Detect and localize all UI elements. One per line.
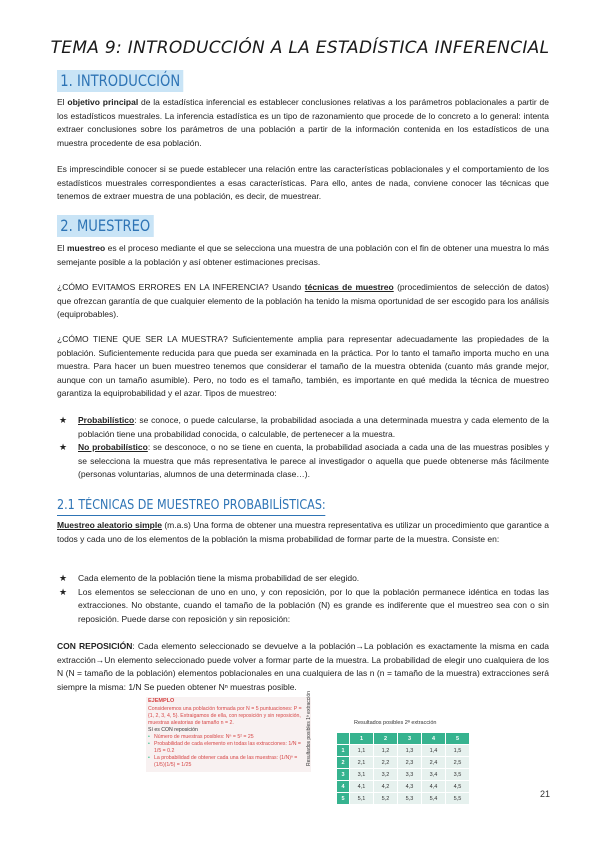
list-item bbox=[57, 572, 549, 586]
table-row bbox=[337, 745, 470, 757]
sampling-types-list bbox=[57, 414, 549, 482]
text-run: : Cada elemento seleccionado se devuelve a la población→La población es exactamente la misma en cada extracción→Un elemento seleccionado puede volver a formar parte de la muestra. La probabilidad de elegir uno cualquiera de los N (N = tamaño de la población) elementos poblacionales en una cualquiera de las n (n = tamaño de la muestra) extracciones será siempre la misma: 1/N Se pueden obtener Nⁿ muestras posible. bbox=[57, 641, 549, 692]
table-cell: 2,3 bbox=[398, 757, 422, 769]
text-run: (m.a.s) Una forma de obtener una muestra representativa es utilizar un procedimiento que garantice a todos y cada uno de los elementos de la población la misma probabilidad de formar parte de la muestra. Consiste en: bbox=[57, 520, 549, 544]
underlined-term: Muestreo aleatorio simple bbox=[57, 520, 162, 530]
table-cell: 2,1 bbox=[350, 757, 374, 769]
list-item bbox=[57, 414, 549, 441]
table-cell: 3,2 bbox=[374, 769, 398, 781]
table-cell: 3,5 bbox=[446, 769, 470, 781]
table-cell: 1,5 bbox=[446, 745, 470, 757]
table-col-header: 4 bbox=[422, 733, 446, 745]
text-run: (procedimientos de selección de datos) que ofrezcan garantía de que cualquier elemento de la población ha tenido la misma oportunidad de ser escogido para los análisis (equiprobables). bbox=[57, 282, 549, 320]
section-heading-introduccion: 1. INTRODUCCIÓN bbox=[57, 70, 183, 92]
table-cell: 1,2 bbox=[374, 745, 398, 757]
table-cell: 4,3 bbox=[398, 781, 422, 793]
intro-paragraph-2: Es imprescindible conocer si se puede establecer una relación entre las características poblacionales y el comportamiento de los estadísticos muestrales correspondientes a esas características. Para ello, antes de nada, conviene conocer las técnicas que tenemos de extraer muestra de una población, es decir, de muestrear. bbox=[57, 164, 549, 202]
table-cell: 1,3 bbox=[398, 745, 422, 757]
sample-pairs-table bbox=[336, 732, 470, 805]
table-corner bbox=[337, 733, 350, 745]
table-cell: 3,1 bbox=[350, 769, 374, 781]
table-cell: 4,4 bbox=[422, 781, 446, 793]
example-intro: Consideremos una población formada por N = 5 puntuaciones: P = {1, 2, 3, 4, 5}. Extraigamos de ella, con reposición y sin reposición, muestras aleatorias de tamaño n = 2. bbox=[148, 706, 302, 726]
text-run: es el proceso mediante el que se selecciona una muestra de una población con el fin de obtener una muestra lo más semejante posible a la población y así obtener estimaciones precisas. bbox=[57, 243, 549, 267]
example-bullet: • Probabilidad de cada elemento en todas las extracciones: 1/N = 1/5 = 0.2 bbox=[154, 741, 309, 755]
star-bullet-icon: ★ bbox=[59, 573, 68, 583]
subsection-heading-tecnicas: 2.1 TÉCNICAS DE MUESTREO PROBABILÍSTICAS: bbox=[57, 497, 326, 516]
muestreo-paragraph-2 bbox=[57, 281, 549, 322]
underlined-term: Probabilístico bbox=[78, 415, 135, 425]
table-row-header: 3 bbox=[337, 769, 350, 781]
table-cell: 1,1 bbox=[350, 745, 374, 757]
page-number: 21 bbox=[540, 789, 551, 799]
table-row-header: 1 bbox=[337, 745, 350, 757]
underlined-term: técnicas de muestreo bbox=[304, 282, 394, 292]
mas-list bbox=[57, 572, 549, 626]
table-caption: Resultados posibles 2ª extracción bbox=[354, 720, 437, 726]
list-item bbox=[57, 441, 549, 482]
bold-term: objetivo principal bbox=[67, 97, 139, 107]
table-cell: 5,5 bbox=[446, 793, 470, 805]
star-bullet-icon: ★ bbox=[59, 442, 68, 453]
text-run: Los elementos se seleccionan de uno en uno, y con reposición, por lo que la población permanece idéntica en todas las extracciones. No obstante, cuando el tamaño de la población (N) es grande es indiferente que el muestreo sea con o sin reposición. Puede darse con reposición y sin reposición: bbox=[78, 586, 549, 624]
example-subheading: Sí es CON reposición bbox=[148, 727, 198, 733]
table-header-row bbox=[337, 733, 470, 745]
bold-term: CON REPOSICIÓN bbox=[57, 641, 133, 651]
table-cell: 4,1 bbox=[350, 781, 374, 793]
sample-pairs-table-figure bbox=[306, 691, 516, 802]
table-cell: 4,5 bbox=[446, 781, 470, 793]
table-cell: 5,1 bbox=[350, 793, 374, 805]
table-row-header: 5 bbox=[337, 793, 350, 805]
table-row bbox=[337, 769, 470, 781]
text-run: El bbox=[57, 243, 67, 253]
table-col-header: 3 bbox=[398, 733, 422, 745]
table-row-header: 4 bbox=[337, 781, 350, 793]
text-run: ¿CÓMO EVITAMOS ERRORES EN LA INFERENCIA? Usando bbox=[57, 282, 305, 292]
table-cell: 5,4 bbox=[422, 793, 446, 805]
con-reposicion-paragraph bbox=[57, 640, 549, 694]
page-title: TEMA 9: INTRODUCCIÓN A LA ESTADÍSTICA INFERENCIAL bbox=[50, 38, 550, 58]
mas-paragraph bbox=[57, 519, 549, 546]
table-cell: 3,3 bbox=[398, 769, 422, 781]
text-run: : se conoce, o puede calcularse, la probabilidad asociada a una determinada muestra y cada elemento de la población tiene una probabilidad conocida, o calculable, de pertenecer a la muestra. bbox=[78, 415, 549, 439]
intro-paragraph-1 bbox=[57, 96, 549, 150]
muestreo-paragraph-3: ¿CÓMO TIENE QUE SER LA MUESTRA? Suficientemente amplia para representar adecuadamente las propiedades de la población. Suficientemente reducida para que pueda ser examinada en la práctica. Por lo tanto el tamaño importa mucho en una muestra. Para hacer un buen muestreo tenemos que considerar el tamaño de la muestra obtenida (cuanto más grande mejor, aunque con un tamaño asumible). Pero, no todo es el tamaño, también, es importante en qué medida la técnica de muestreo garantiza la equiprobabilidad y el azar. Tipos de muestreo: bbox=[57, 334, 549, 399]
table-row bbox=[337, 781, 470, 793]
text-run: Cada elemento de la población tiene la misma probabilidad de ser elegido. bbox=[78, 573, 360, 583]
star-bullet-icon: ★ bbox=[59, 586, 68, 597]
table-cell: 5,2 bbox=[374, 793, 398, 805]
underlined-term: No probabilístico bbox=[78, 442, 148, 453]
table-col-header: 1 bbox=[350, 733, 374, 745]
table-row bbox=[337, 757, 470, 769]
table-col-header: 5 bbox=[446, 733, 470, 745]
text-run: de la estadística inferencial es establecer conclusiones relativas a los parámetros poblacionales a partir de los estadísticos muestrales. La inferencia estadística es un tipo de razonamiento que procede de lo concreto a lo general: intenta extraer conclusiones sobre los parámetros de una población a partir de la información contenida en los estadísticos de una muestra procedente de esa población. bbox=[57, 97, 549, 148]
table-cell: 5,3 bbox=[398, 793, 422, 805]
text-run: El bbox=[57, 97, 68, 107]
table-side-label: Resultados posibles 1ª extracción bbox=[306, 691, 312, 766]
list-item bbox=[57, 586, 549, 627]
example-bullet: • La probabilidad de obtener cada una de las muestras: (1/N)ⁿ = (1/5)(1/5) = 1/25 bbox=[154, 755, 309, 769]
star-bullet-icon: ★ bbox=[59, 415, 68, 425]
table-cell: 3,4 bbox=[422, 769, 446, 781]
text-run: : se desconoce, o no se tiene en cuenta, la probabilidad asociada a cada una de las muestras posibles y se selecciona la muestra que más representativa le parece al investigador o aquella que puede obtenerse más fácilmente (personas voluntarias, alumnos de una determinada clase…). bbox=[78, 442, 550, 480]
example-title: EJEMPLO bbox=[148, 698, 175, 704]
section-heading-muestreo: 2. MUESTREO bbox=[57, 215, 154, 237]
bold-term: muestreo bbox=[66, 243, 106, 253]
table-row bbox=[337, 793, 470, 805]
table-cell: 2,4 bbox=[422, 757, 446, 769]
table-cell: 1,4 bbox=[422, 745, 446, 757]
table-col-header: 2 bbox=[374, 733, 398, 745]
muestreo-paragraph-1 bbox=[57, 242, 549, 269]
table-cell: 2,5 bbox=[446, 757, 470, 769]
table-cell: 2,2 bbox=[374, 757, 398, 769]
table-cell: 4,2 bbox=[374, 781, 398, 793]
example-bullet: • Número de muestras posibles: Nⁿ = 5² = 25 bbox=[154, 734, 309, 741]
table-row-header: 2 bbox=[337, 757, 350, 769]
example-box bbox=[146, 697, 311, 772]
